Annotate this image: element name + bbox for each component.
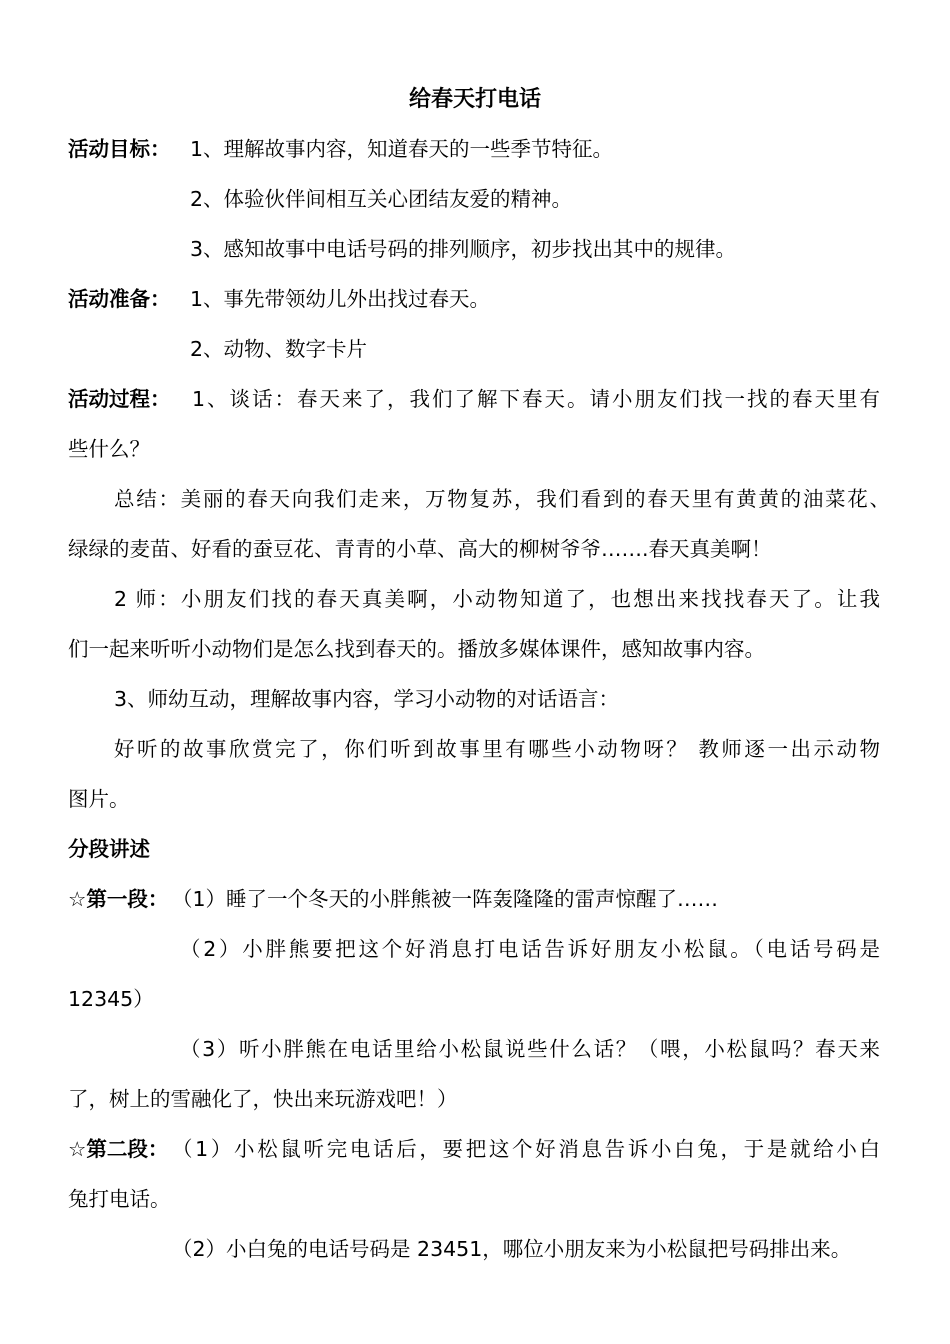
document-title: 给春天打电话: [408, 87, 541, 112]
segment2-item2: （2）小白兔的电话号码是 23451，哪位小朋友来为小松鼠把号码排出来。: [172, 1237, 852, 1261]
summary-line2: 绿绿的麦苗、好看的蚕豆花、青青的小草、高大的柳树爷爷…….春天真美啊！: [68, 537, 772, 561]
goal-item-3: 3、感知故事中电话号码的排列顺序，初步找出其中的规律。: [190, 237, 737, 261]
segment1-item3-line1: （3）听小胖熊在电话里给小松鼠说些什么话？（喂，小松鼠吗？春天来: [180, 1037, 880, 1061]
segment1-item1: （1）睡了一个冬天的小胖熊被一阵轰隆隆的雷声惊醒了……: [172, 887, 719, 911]
process-p3: 3、师幼互动，理解故事内容，学习小动物的对话语言：: [114, 687, 620, 711]
process-p4-line1: 好听的故事欣赏完了，你们听到故事里有哪些小动物呀？ 教师逐一出示动物: [114, 737, 880, 761]
process-p1-line1: 1、谈话：春天来了，我们了解下春天。请小朋友们找一找的春天里有: [192, 387, 880, 411]
prep-item-2: 2、动物、数字卡片: [190, 337, 368, 361]
process-p2-line2: 们一起来听听小动物们是怎么找到春天的。播放多媒体课件，感知故事内容。: [68, 637, 765, 661]
segment2-item1-line1: （1）小松鼠听完电话后，要把这个好消息告诉小白兔，于是就给小白: [172, 1137, 880, 1161]
prep-label: 活动准备：: [68, 287, 171, 311]
process-label: 活动过程：: [68, 387, 171, 411]
goal-item-1: 1、理解故事内容，知道春天的一些季节特征。: [190, 137, 614, 161]
segment1-item2-line2: 12345）: [68, 987, 154, 1011]
segment1-item3-line2: 了，树上的雪融化了，快出来玩游戏吧！）: [68, 1087, 458, 1111]
segments-heading: 分段讲述: [68, 837, 150, 861]
segment2-item1-line2: 兔打电话。: [68, 1187, 171, 1211]
segment1-item2-line1: （2）小胖熊要把这个好消息打电话告诉好朋友小松鼠。（电话号码是: [180, 937, 880, 961]
process-p2-line1: 2 师：小朋友们找的春天真美啊，小动物知道了，也想出来找找春天了。让我: [114, 587, 880, 611]
segment1-label: ☆第一段：: [68, 887, 169, 911]
segment2-label: ☆第二段：: [68, 1137, 169, 1161]
process-p1-line2: 些什么？: [68, 437, 150, 461]
process-p4-line2: 图片。: [68, 787, 130, 811]
goal-item-2: 2、体验伙伴间相互关心团结友爱的精神。: [190, 187, 573, 211]
goals-label: 活动目标：: [68, 137, 171, 161]
summary-line1: 总结：美丽的春天向我们走来，万物复苏，我们看到的春天里有黄黄的油菜花、: [114, 487, 890, 511]
prep-item-1: 1、事先带领幼儿外出找过春天。: [190, 287, 491, 311]
